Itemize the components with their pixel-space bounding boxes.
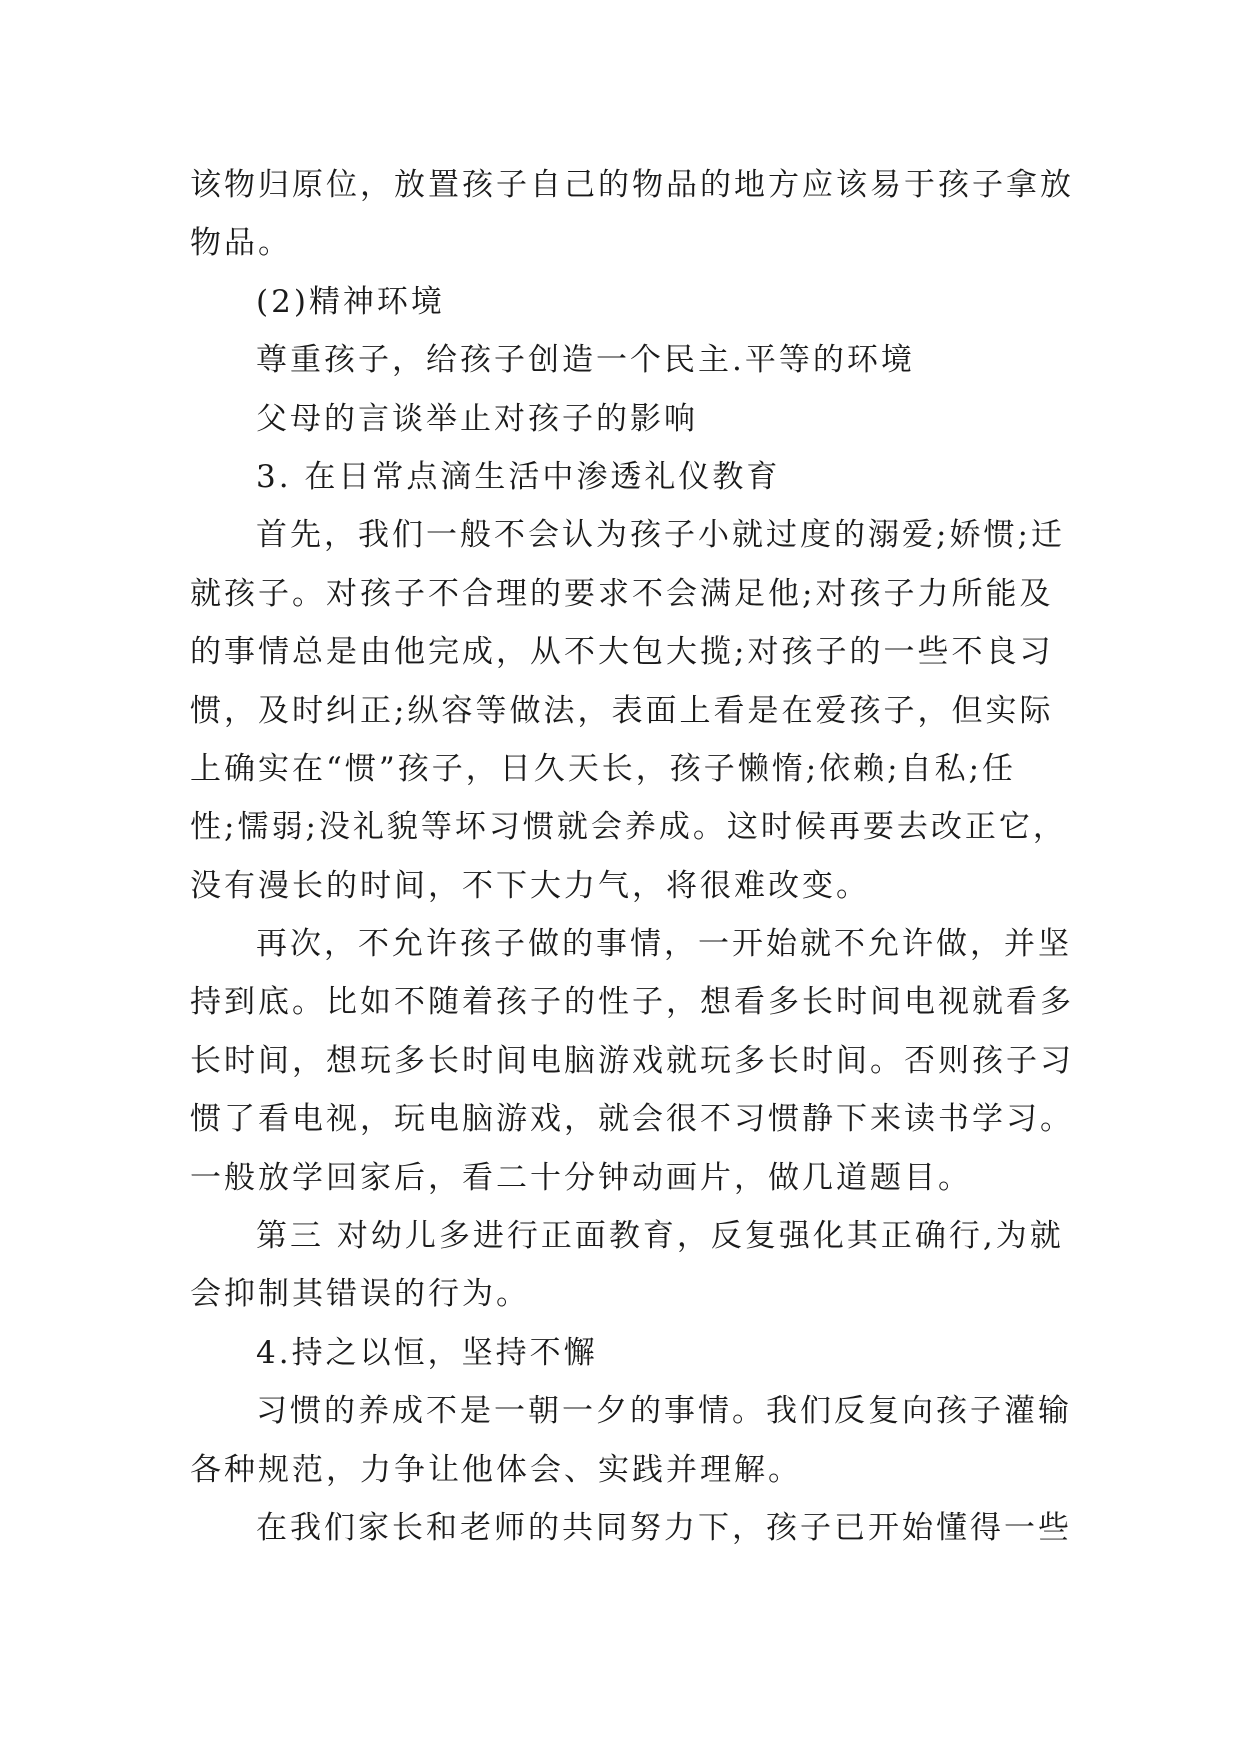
text-line: 没有漫长的时间，不下大力气，将很难改变。 xyxy=(190,867,870,904)
text-line: 各种规范，力争让他体会、实践并理解。 xyxy=(190,1451,802,1488)
text-line: 会抑制其错误的行为。 xyxy=(190,1276,530,1313)
text-line: 3. 在日常点滴生活中渗透礼仪教育 xyxy=(256,458,781,495)
text-line: 就孩子。对孩子不合理的要求不会满足他;对孩子力所能及 xyxy=(190,575,1054,612)
text-line: 上确实在“惯”孩子，日久天长，孩子懒惰;依赖;自私;任 xyxy=(190,750,1017,787)
text-line: 父母的言谈举止对孩子的影响 xyxy=(256,400,698,437)
text-line: 性;懦弱;没礼貌等坏习惯就会养成。这时候再要去改正它， xyxy=(190,809,1067,846)
text-line: 的事情总是由他完成，从不大包大揽;对孩子的一些不良习 xyxy=(190,634,1054,671)
text-line: 惯了看电视，玩电脑游戏，就会很不习惯静下来读书学习。 xyxy=(190,1101,1074,1138)
text-line: 持到底。比如不随着孩子的性子，想看多长时间电视就看多 xyxy=(190,984,1074,1021)
text-line: 尊重孩子，给孩子创造一个民主.平等的环境 xyxy=(256,342,915,379)
text-line: 惯，及时纠正;纵容等做法，表面上看是在爱孩子，但实际 xyxy=(190,692,1054,729)
document-body xyxy=(190,156,1074,1557)
text-line: 第三 对幼儿多进行正面教育，反复强化其正确行,为就 xyxy=(256,1218,1064,1255)
text-line: (2)精神环境 xyxy=(256,283,445,320)
text-line: 该物归原位，放置孩子自己的物品的地方应该易于孩子拿放 xyxy=(190,167,1074,203)
text-line: 再次，不允许孩子做的事情，一开始就不允许做，并坚 xyxy=(256,926,1072,963)
text-line: 一般放学回家后，看二十分钟动画片，做几道题目。 xyxy=(190,1159,972,1196)
text-line: 在我们家长和老师的共同努力下，孩子已开始懂得一些 xyxy=(256,1509,1072,1546)
text-line: 物品。 xyxy=(190,225,292,262)
text-line: 4.持之以恒，坚持不懈 xyxy=(256,1334,598,1371)
text-line: 习惯的养成不是一朝一夕的事情。我们反复向孩子灌输 xyxy=(256,1393,1072,1430)
text-line: 长时间，想玩多长时间电脑游戏就玩多长时间。否则孩子习 xyxy=(190,1042,1074,1079)
text-line: 首先，我们一般不会认为孩子小就过度的溺爱;娇惯;迁 xyxy=(256,517,1065,554)
